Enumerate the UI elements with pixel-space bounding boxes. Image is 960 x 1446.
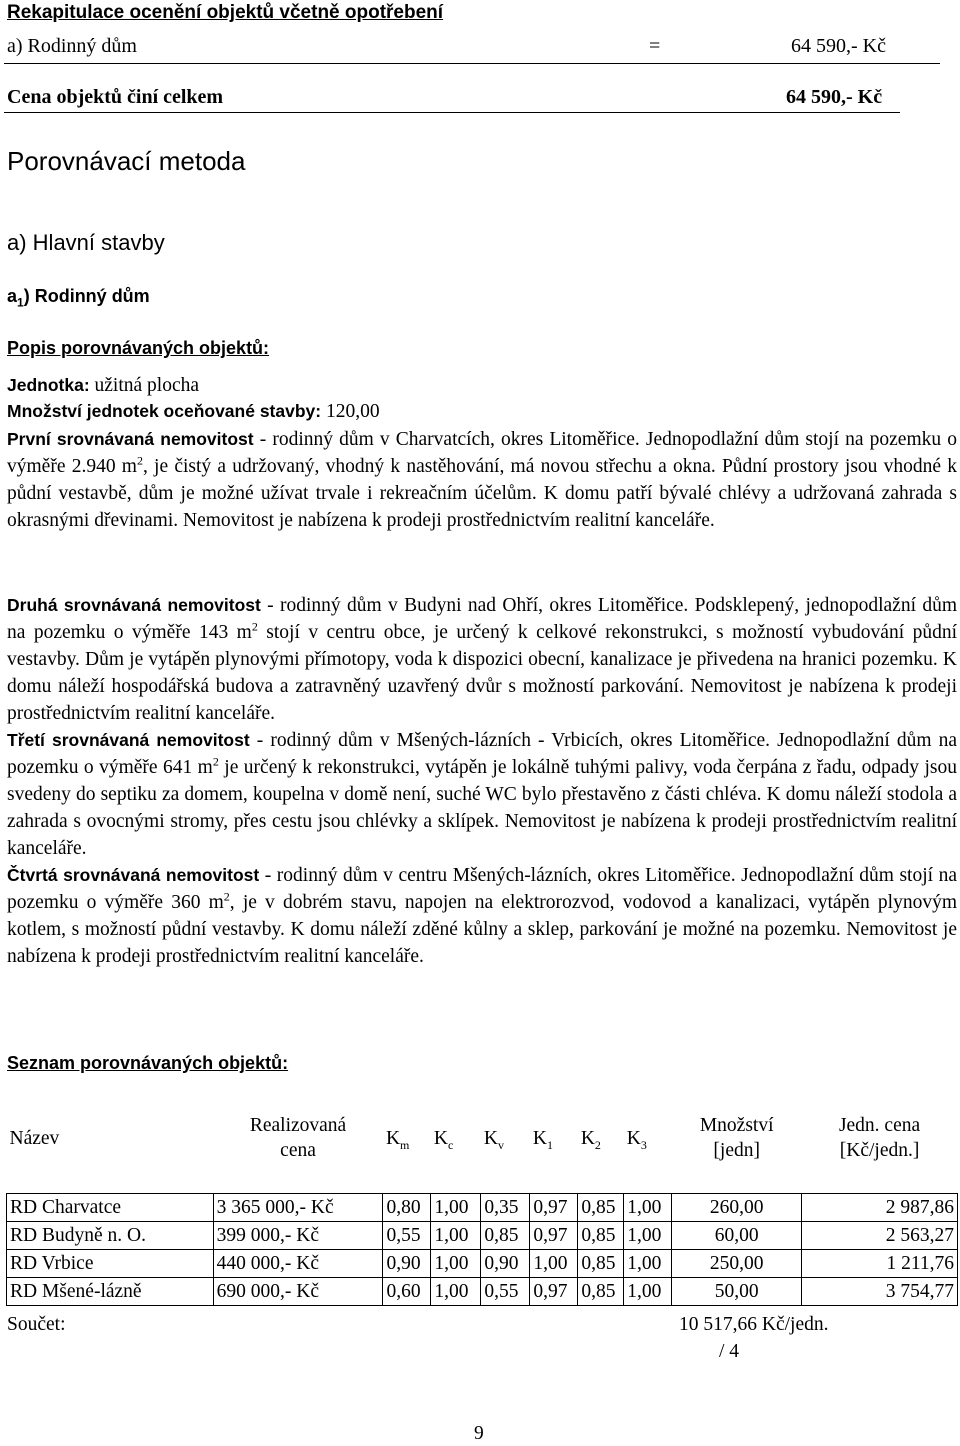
header-k2: $K_2$ [580, 1127, 601, 1152]
recap-total [4, 84, 900, 113]
subsection-heading: $a_1$) Rodinný dům [7, 286, 150, 310]
table-header [7, 1083, 958, 1194]
quantity-line: Množství jednotek oceňované stavby: 120,00 [7, 401, 380, 422]
table-row: RD Mšené-lázně 690 000,- Kč 0,60 1,00 0,55 0,97 0,85 1,00 50,00 3 754,77 [7, 1278, 958, 1306]
header-name: Název [9, 1127, 60, 1149]
compare-heading: Popis porovnávaných objektů: [7, 338, 270, 358]
comparison-table [6, 1083, 958, 1306]
header-k3: $K_3$ [626, 1127, 647, 1152]
table-row: RD Budyně n. O. 399 000,- Kč 0,55 1,00 0,85 0,97 0,85 1,00 60,00 2 563,27 [7, 1222, 958, 1250]
header-km: $K_m$ [385, 1127, 410, 1152]
list-heading: Seznam porovnávaných objektů: [7, 1053, 289, 1073]
recap-row-eq: = [649, 35, 661, 57]
page-number: 9 [474, 1423, 484, 1444]
table-row: RD Vrbice 440 000,- Kč 0,90 1,00 0,90 1,00 0,85 1,00 250,00 1 211,76 [7, 1250, 958, 1278]
header-kv: $K_v$ [483, 1127, 504, 1152]
recap-total-value: 64 590,- Kč [786, 86, 883, 108]
header-k1: $K_1$ [532, 1127, 553, 1152]
property-4-paragraph: Čtvrtá srovnávaná nemovitost - rodinný dům v centru Mšených-lázních, okres Litoměřice. Jednopodlažní dům stojí na pozemku o výměře 360 $m^2$, je v dobrém stavu, napojen na elektrorozvod, vodovod a kanalizaci, vytápěn plynovým kotlem, s možností půdní vestavby. K domu náleží zděné kůlny a sklep, parkování je možné na pozemku. Nemovitost je nabízena k prodeji prostřednictvím realitní kanceláře. [7, 865, 957, 967]
recap-title: Rekapitulace ocenění objektů včetně opotřebení [7, 2, 444, 23]
property-3-paragraph: Třetí srovnávaná nemovitost - rodinný dům v Mšených-lázních - Vrbicích, okres Litoměřice. Jednopodlažní dům na pozemku o výměře 641 $m^2$ je určený k rekonstrukci, vytápěn je lokálně tuhými palivy, voda čerpána z řadu, odpady jsou svedeny do septiku za domem, koupelna v domě není, suché WC bylo přestavěno z části chléva. K domu náleží stodola a zahrada s ovocnými stromy, přes cestu jsou chlévky a sklípek. Nemovitost je nabízena k prodeji prostřednictvím realitní kanceláře. [7, 730, 957, 859]
sum-value: 10 517,66 Kč/jedn. [679, 1314, 829, 1335]
property-1-paragraph: První srovnávaná nemovitost - rodinný dům v Charvatcích, okres Litoměřice. Jednopodlažní dům stojí na pozemku o výměře 2.940 $m^2$, je čistý a udržovaný, vhodný k nastěhování, má novou střechu a okna. Půdní prostory jsou vhodné k půdní vestavbě, dům je možné užívat trvale i rekreačním účelům. K domu patří bývalé chlévy a udržovaná zahrada s okrasnými dřevinami. Nemovitost je nabízena k prodeji prostřednictvím realitní kanceláře. [7, 429, 957, 531]
recap-row-label: a) Rodinný dům [7, 35, 137, 57]
header-price: Realizovaná cena [249, 1115, 347, 1161]
sum-label: Součet: [7, 1314, 66, 1335]
recap-total-label: Cena objektů činí celkem [7, 86, 224, 108]
recap-row [4, 33, 940, 64]
unit-line: Jednotka: užitná plocha [7, 375, 200, 396]
recap-row-value: 64 590,- Kč [791, 35, 886, 57]
section-heading: a) Hlavní stavby [7, 230, 165, 255]
table-row: RD Charvatce 3 365 000,- Kč 0,80 1,00 0,35 0,97 0,85 1,00 260,00 2 987,86 [7, 1194, 958, 1222]
method-title: Porovnávací metoda [7, 146, 246, 176]
header-unit-price: Jedn. cena [Kč/jedn.] [838, 1115, 921, 1161]
sum-divisor: / 4 [719, 1341, 740, 1362]
header-quantity: Množství [jedn] [699, 1115, 774, 1161]
header-kc: $K_c$ [433, 1127, 454, 1152]
property-2-paragraph: Druhá srovnávaná nemovitost - rodinný dům v Budyni nad Ohří, okres Litoměřice. Podsklepený, jednopodlažní dům na pozemku o výměře 143 $m^2$ stojí v centru obce, je určený k celkové rekonstrukci, s možností vybudování půdní vestavby. Dům je vytápěn plynovými přímotopy, voda k dispozici obecní, kanalizace je přivedena na hranici pozemku. K domu náleží hospodářská budova a zatravněný uzavřený dvůr s možností parkování. Nemovitost je nabízena k prodeji prostřednictvím realitní kanceláře. [7, 595, 957, 724]
